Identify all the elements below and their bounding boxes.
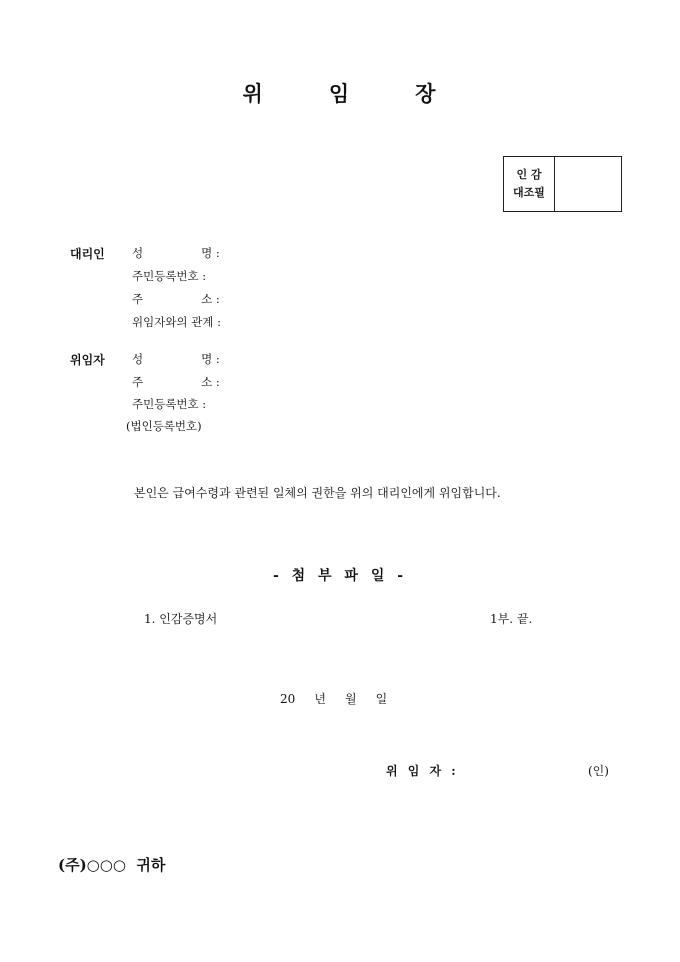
date-line: 20 년 월 일 (280, 692, 388, 706)
delegator-name-label: 성 명 : (132, 352, 220, 366)
title-char-2: 임 (328, 81, 352, 106)
delegator-address-label: 주 소 : (132, 375, 220, 389)
title-char-1: 위 (242, 81, 265, 106)
seal-stamp-area[interactable] (555, 157, 621, 211)
seal-verification-label (504, 157, 555, 211)
delegator-signature-label: 위 임 자 : (386, 764, 459, 778)
seal-label-line-1: 인 감 (516, 168, 542, 181)
delegator-heading: 위임자 (70, 353, 105, 367)
delegator-rrn-label: 주민등록번호 : (132, 397, 207, 411)
addressee: (주)○○○ 귀하 (58, 856, 166, 874)
seal-verification-box (503, 156, 622, 212)
agent-address-label: 주 소 : (132, 292, 220, 306)
seal-mark: (인) (588, 764, 609, 778)
delegation-statement: 본인은 급여수령과 관련된 일체의 권한을 위의 대리인에게 위임합니다. (134, 486, 501, 500)
agent-heading: 대리인 (70, 247, 105, 261)
attachment-count: 1부. 끝. (490, 612, 533, 626)
attachment-item: 1. 인감증명서 (144, 612, 218, 626)
agent-relation-label: 위임자와의 관계 : (132, 315, 221, 329)
title-char-3: 장 (415, 81, 438, 106)
attachment-title: - 첨 부 파 일 - (272, 568, 408, 584)
agent-name-label: 성 명 : (132, 246, 220, 260)
seal-label-line-2: 대조필 (513, 186, 545, 199)
agent-rrn-label: 주민등록번호 : (132, 269, 207, 283)
delegator-corp-rrn-label: (법인등록번호) (126, 419, 202, 433)
document-title (0, 78, 680, 108)
